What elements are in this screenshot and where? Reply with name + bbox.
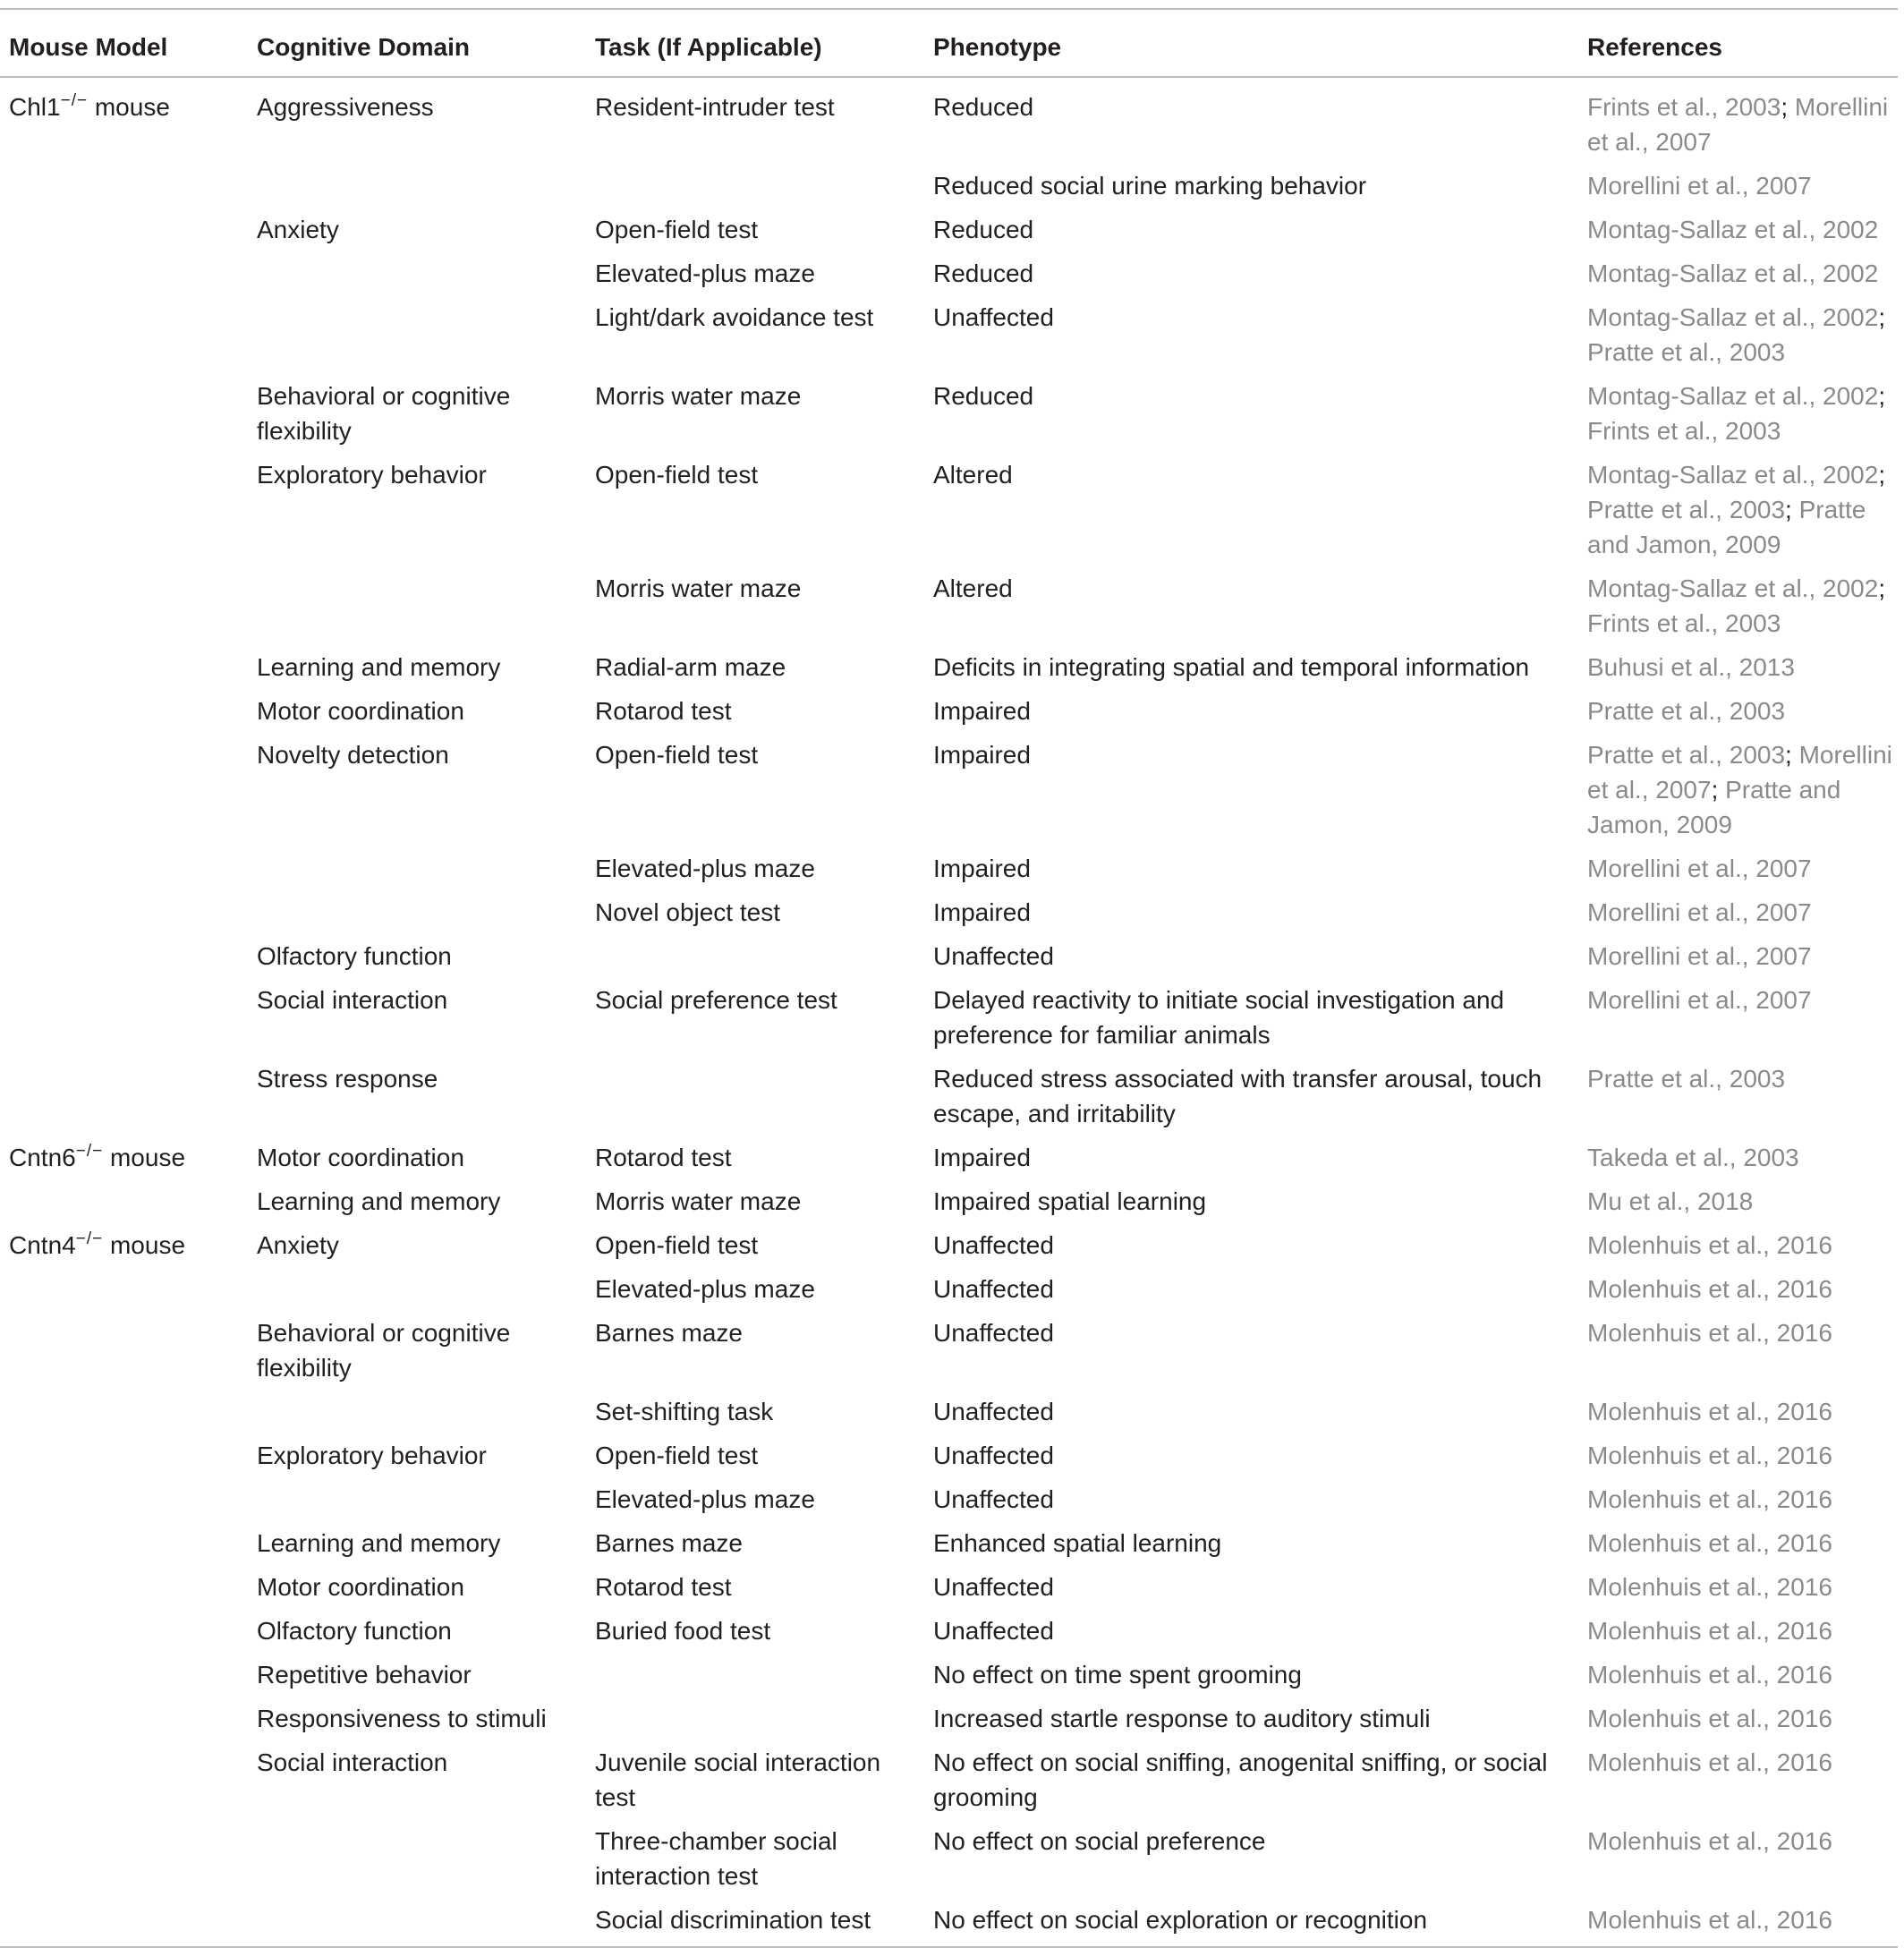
table-row (0, 1223, 1898, 1267)
cell-task: Open-field test (595, 461, 759, 489)
table-row (0, 689, 1898, 733)
reference-separator: ; (1878, 574, 1886, 602)
cell-phenotype: Unaffected (933, 303, 1054, 331)
reference-separator: ; (1711, 776, 1726, 804)
reference-link[interactable]: Montag-Sallaz et al., 2002 (1587, 259, 1879, 287)
cell-cognitive-domain (248, 251, 586, 295)
reference-link[interactable]: Mu et al., 2018 (1587, 1187, 1754, 1215)
table-row (0, 1565, 1898, 1609)
cell-cognitive-domain: Novelty detection (257, 741, 449, 769)
cell-task: Resident-intruder test (595, 93, 835, 121)
table-row (0, 1609, 1898, 1653)
cell-task (586, 1057, 924, 1136)
reference-link[interactable]: Molenhuis et al., 2016 (1587, 1705, 1832, 1732)
mouse-model-name: Cntn4 (9, 1231, 76, 1259)
cell-phenotype: Unaffected (933, 1319, 1054, 1347)
table-body (0, 77, 1898, 1946)
cell-references (1578, 1565, 1898, 1609)
reference-link[interactable]: Morellini et al., 2007 (1587, 942, 1812, 970)
cell-task: Social discrimination test (595, 1906, 871, 1934)
cell-references (1578, 1477, 1898, 1521)
table-row (0, 208, 1898, 251)
cell-cognitive-domain: Olfactory function (257, 1617, 452, 1645)
table-header (0, 10, 1898, 77)
cell-cognitive-domain (248, 1390, 586, 1433)
cell-mouse-model (0, 689, 248, 733)
cell-references (1578, 1223, 1898, 1267)
table-row (0, 1653, 1898, 1697)
cell-task: Barnes maze (595, 1319, 743, 1347)
reference-link[interactable]: Frints et al., 2003 (1587, 93, 1781, 121)
reference-link[interactable]: Montag-Sallaz et al., 2002 (1587, 216, 1879, 243)
cell-task: Set-shifting task (595, 1398, 774, 1425)
reference-link[interactable]: Pratte et al., 2003 (1587, 697, 1786, 725)
cell-mouse-model (0, 1057, 248, 1136)
genotype-superscript: −/− (60, 91, 89, 110)
cell-cognitive-domain: Learning and memory (257, 1187, 501, 1215)
cell-references (1578, 645, 1898, 689)
mouse-model-name: Chl1 (9, 93, 61, 121)
cell-mouse-model (0, 846, 248, 890)
reference-separator: ; (1878, 382, 1886, 410)
cell-phenotype: Reduced (933, 93, 1034, 121)
header-cognitive-domain: Cognitive Domain (248, 10, 586, 77)
genotype-superscript: −/− (75, 1229, 104, 1248)
cell-phenotype: No effect on social preference (933, 1827, 1266, 1855)
cell-phenotype: No effect on social sniffing, anogenital sniffing, or social grooming (933, 1748, 1548, 1811)
table-row (0, 1740, 1898, 1819)
cell-mouse-model (0, 1740, 248, 1819)
reference-separator: ; (1781, 93, 1795, 121)
cell-cognitive-domain (248, 1477, 586, 1521)
cell-references (1578, 846, 1898, 890)
cell-references (1578, 566, 1898, 645)
cell-task (586, 1653, 924, 1697)
cell-cognitive-domain: Motor coordination (257, 1144, 464, 1171)
cell-references (1578, 1898, 1898, 1946)
cell-mouse-model (0, 374, 248, 453)
cell-cognitive-domain (248, 1267, 586, 1311)
cell-cognitive-domain: Learning and memory (257, 653, 501, 681)
reference-link[interactable]: Pratte et al., 2003 (1587, 1065, 1786, 1093)
reference-link[interactable]: Morellini et al., 2007 (1587, 93, 1889, 156)
reference-link[interactable]: Molenhuis et al., 2016 (1587, 1275, 1832, 1303)
cell-cognitive-domain: Anxiety (257, 216, 339, 243)
reference-link[interactable]: Frints et al., 2003 (1587, 417, 1781, 445)
cell-cognitive-domain: Behavioral or cognitive flexibility (257, 1319, 511, 1382)
reference-link[interactable]: Morellini et al., 2007 (1587, 855, 1812, 882)
reference-link[interactable]: Molenhuis et al., 2016 (1587, 1748, 1832, 1776)
header-references: References (1578, 10, 1898, 77)
reference-link[interactable]: Molenhuis et al., 2016 (1587, 1617, 1832, 1645)
cell-references (1578, 1819, 1898, 1898)
cell-mouse-model (0, 1267, 248, 1311)
reference-link[interactable]: Molenhuis et al., 2016 (1587, 1442, 1832, 1469)
reference-link[interactable]: Montag-Sallaz et al., 2002 (1587, 574, 1879, 602)
cell-mouse-model (0, 566, 248, 645)
table-row (0, 1898, 1898, 1946)
cell-task: Novel object test (595, 898, 780, 926)
cell-references (1578, 1653, 1898, 1697)
cell-mouse-model (0, 934, 248, 978)
table-row (0, 978, 1898, 1057)
cell-mouse-model (0, 1311, 248, 1390)
cell-phenotype: Unaffected (933, 1617, 1054, 1645)
cell-task (586, 1697, 924, 1740)
cell-cognitive-domain (248, 295, 586, 374)
cell-phenotype: Unaffected (933, 1275, 1054, 1303)
cell-mouse-model (0, 1565, 248, 1609)
cell-cognitive-domain (248, 566, 586, 645)
cell-mouse-model (0, 1521, 248, 1565)
cell-references (1578, 1433, 1898, 1477)
cell-references (1578, 164, 1898, 208)
cell-task: Barnes maze (595, 1529, 743, 1557)
cell-mouse-model (0, 1697, 248, 1740)
cell-phenotype: Unaffected (933, 1485, 1054, 1513)
cell-task: Morris water maze (595, 1187, 802, 1215)
cell-references (1578, 890, 1898, 934)
reference-link[interactable]: Molenhuis et al., 2016 (1587, 1661, 1832, 1689)
table-row (0, 1433, 1898, 1477)
table-row (0, 295, 1898, 374)
cell-mouse-model (0, 1477, 248, 1521)
cell-cognitive-domain: Social interaction (257, 1748, 448, 1776)
reference-link[interactable]: Morellini et al., 2007 (1587, 898, 1812, 926)
cell-cognitive-domain (248, 890, 586, 934)
table-row (0, 1819, 1898, 1898)
cell-cognitive-domain: Repetitive behavior (257, 1661, 472, 1689)
reference-link[interactable]: Pratte et al., 2003 (1587, 338, 1786, 366)
phenotype-table (0, 10, 1898, 1946)
cell-task: Elevated-plus maze (595, 1275, 815, 1303)
cell-references (1578, 1057, 1898, 1136)
cell-mouse-model (0, 453, 248, 566)
reference-link[interactable]: Takeda et al., 2003 (1587, 1144, 1799, 1171)
cell-references (1578, 1267, 1898, 1311)
cell-mouse-model (0, 1609, 248, 1653)
cell-phenotype: Impaired (933, 855, 1031, 882)
header-phenotype: Phenotype (924, 10, 1578, 77)
table-row (0, 934, 1898, 978)
reference-link[interactable]: Pratte et al., 2003 (1587, 496, 1786, 523)
cell-cognitive-domain (248, 1819, 586, 1898)
cell-cognitive-domain (248, 164, 586, 208)
table-row (0, 846, 1898, 890)
cell-cognitive-domain (248, 1898, 586, 1946)
mouse-model-suffix: mouse (103, 1231, 186, 1259)
table-row (0, 1179, 1898, 1223)
cell-references (1578, 978, 1898, 1057)
cell-task: Light/dark avoidance test (595, 303, 874, 331)
cell-phenotype: Impaired (933, 1144, 1031, 1171)
cell-task: Juvenile social interaction test (595, 1748, 881, 1811)
table-row (0, 733, 1898, 846)
cell-references (1578, 1609, 1898, 1653)
reference-link[interactable]: Molenhuis et al., 2016 (1587, 1319, 1832, 1347)
cell-task: Morris water maze (595, 382, 802, 410)
cell-task (586, 164, 924, 208)
reference-separator: ; (1878, 303, 1886, 331)
cell-cognitive-domain: Aggressiveness (257, 93, 434, 121)
cell-cognitive-domain: Stress response (257, 1065, 438, 1093)
cell-cognitive-domain: Learning and memory (257, 1529, 501, 1557)
reference-link[interactable]: Buhusi et al., 2013 (1587, 653, 1795, 681)
cell-references (1578, 208, 1898, 251)
cell-task: Rotarod test (595, 1573, 732, 1601)
cell-references (1578, 1179, 1898, 1223)
cell-phenotype: Altered (933, 574, 1013, 602)
cell-phenotype: Reduced social urine marking behavior (933, 172, 1367, 200)
cell-phenotype: Unaffected (933, 1442, 1054, 1469)
cell-cognitive-domain: Exploratory behavior (257, 1442, 487, 1469)
reference-link[interactable]: Molenhuis et al., 2016 (1587, 1231, 1832, 1259)
table-row (0, 453, 1898, 566)
cell-mouse-model (0, 978, 248, 1057)
cell-mouse-model (0, 733, 248, 846)
cell-mouse-model (0, 208, 248, 251)
cell-phenotype: Delayed reactivity to initiate social investigation and preference for familiar animals (933, 986, 1505, 1049)
cell-task: Morris water maze (595, 574, 802, 602)
reference-link[interactable]: Frints et al., 2003 (1587, 609, 1781, 637)
reference-link[interactable]: Montag-Sallaz et al., 2002 (1587, 382, 1879, 410)
cell-phenotype: No effect on time spent grooming (933, 1661, 1302, 1689)
table-row (0, 645, 1898, 689)
reference-link[interactable]: Montag-Sallaz et al., 2002 (1587, 303, 1879, 331)
reference-separator: ; (1785, 741, 1799, 769)
cell-task (586, 934, 924, 978)
cell-cognitive-domain: Behavioral or cognitive flexibility (257, 382, 511, 445)
table-row (0, 1136, 1898, 1179)
cell-phenotype: Unaffected (933, 942, 1054, 970)
cell-task: Elevated-plus maze (595, 855, 815, 882)
cell-mouse-model (0, 295, 248, 374)
cell-cognitive-domain: Motor coordination (257, 1573, 464, 1601)
cell-mouse-model (0, 1390, 248, 1433)
cell-task: Open-field test (595, 216, 759, 243)
reference-link[interactable]: Morellini et al., 2007 (1587, 741, 1892, 804)
header-row (0, 10, 1898, 77)
cell-references (1578, 1136, 1898, 1179)
cell-references (1578, 374, 1898, 453)
cell-mouse-model (0, 1223, 248, 1267)
cell-phenotype: Reduced stress associated with transfer arousal, touch escape, and irritability (933, 1065, 1543, 1127)
table-row (0, 1057, 1898, 1136)
table-row (0, 1477, 1898, 1521)
cell-phenotype: Unaffected (933, 1573, 1054, 1601)
genotype-superscript: −/− (75, 1142, 104, 1161)
cell-references (1578, 295, 1898, 374)
cell-phenotype: Enhanced spatial learning (933, 1529, 1222, 1557)
cell-phenotype: Impaired (933, 741, 1031, 769)
cell-mouse-model (0, 1433, 248, 1477)
cell-mouse-model (0, 645, 248, 689)
cell-mouse-model (0, 251, 248, 295)
header-mouse-model: Mouse Model (0, 10, 248, 77)
cell-cognitive-domain: Responsiveness to stimuli (257, 1705, 547, 1732)
cell-phenotype: Impaired spatial learning (933, 1187, 1207, 1215)
table-row (0, 890, 1898, 934)
cell-cognitive-domain (248, 846, 586, 890)
cell-phenotype: Reduced (933, 382, 1034, 410)
cell-cognitive-domain: Motor coordination (257, 697, 464, 725)
cell-phenotype: Reduced (933, 259, 1034, 287)
cell-mouse-model (0, 890, 248, 934)
cell-phenotype: Impaired (933, 697, 1031, 725)
table-row (0, 566, 1898, 645)
phenotype-table-container (0, 8, 1898, 1948)
cell-mouse-model (0, 1136, 248, 1179)
reference-link[interactable]: Molenhuis et al., 2016 (1587, 1827, 1832, 1855)
reference-link[interactable]: Morellini et al., 2007 (1587, 986, 1812, 1014)
reference-link[interactable]: Molenhuis et al., 2016 (1587, 1398, 1832, 1425)
cell-task: Three-chamber social interaction test (595, 1827, 837, 1890)
table-row (0, 164, 1898, 208)
table-row (0, 77, 1898, 164)
reference-link[interactable]: Pratte and Jamon, 2009 (1587, 496, 1866, 558)
mouse-model-name: Cntn6 (9, 1144, 76, 1171)
reference-separator: ; (1785, 496, 1799, 523)
cell-task: Radial-arm maze (595, 653, 786, 681)
table-row (0, 1390, 1898, 1433)
mouse-model-suffix: mouse (103, 1144, 186, 1171)
cell-phenotype: No effect on social exploration or recognition (933, 1906, 1428, 1934)
cell-references (1578, 1390, 1898, 1433)
cell-mouse-model (0, 1179, 248, 1223)
table-row (0, 1267, 1898, 1311)
cell-task: Elevated-plus maze (595, 259, 815, 287)
cell-cognitive-domain: Social interaction (257, 986, 448, 1014)
cell-phenotype: Impaired (933, 898, 1031, 926)
cell-phenotype: Altered (933, 461, 1013, 489)
cell-references (1578, 453, 1898, 566)
cell-references (1578, 689, 1898, 733)
cell-mouse-model (0, 77, 248, 164)
cell-references (1578, 1697, 1898, 1740)
cell-phenotype: Increased startle response to auditory stimuli (933, 1705, 1431, 1732)
reference-link[interactable]: Molenhuis et al., 2016 (1587, 1485, 1832, 1513)
reference-link[interactable]: Montag-Sallaz et al., 2002 (1587, 461, 1879, 489)
cell-mouse-model (0, 1898, 248, 1946)
mouse-model-suffix: mouse (88, 93, 170, 121)
cell-task: Open-field test (595, 741, 759, 769)
reference-link[interactable]: Pratte et al., 2003 (1587, 741, 1786, 769)
reference-link[interactable]: Morellini et al., 2007 (1587, 172, 1812, 200)
cell-references (1578, 77, 1898, 164)
header-task: Task (If Applicable) (586, 10, 924, 77)
reference-link[interactable]: Pratte and Jamon, 2009 (1587, 776, 1841, 838)
cell-task: Open-field test (595, 1231, 759, 1259)
cell-references (1578, 1740, 1898, 1819)
table-row (0, 251, 1898, 295)
cell-mouse-model (0, 1653, 248, 1697)
cell-mouse-model (0, 1819, 248, 1898)
cell-cognitive-domain: Anxiety (257, 1231, 339, 1259)
cell-references (1578, 1311, 1898, 1390)
table-row (0, 1521, 1898, 1565)
cell-phenotype: Unaffected (933, 1231, 1054, 1259)
table-row (0, 1311, 1898, 1390)
cell-task: Open-field test (595, 1442, 759, 1469)
table-row (0, 1697, 1898, 1740)
reference-link[interactable]: Molenhuis et al., 2016 (1587, 1906, 1832, 1934)
reference-separator: ; (1878, 461, 1886, 489)
reference-link[interactable]: Molenhuis et al., 2016 (1587, 1573, 1832, 1601)
cell-phenotype: Reduced (933, 216, 1034, 243)
cell-references (1578, 934, 1898, 978)
cell-cognitive-domain: Olfactory function (257, 942, 452, 970)
cell-task: Rotarod test (595, 697, 732, 725)
cell-phenotype: Deficits in integrating spatial and temporal information (933, 653, 1530, 681)
cell-task: Social preference test (595, 986, 837, 1014)
cell-references (1578, 1521, 1898, 1565)
cell-phenotype: Unaffected (933, 1398, 1054, 1425)
cell-cognitive-domain: Exploratory behavior (257, 461, 487, 489)
cell-references (1578, 251, 1898, 295)
cell-task: Rotarod test (595, 1144, 732, 1171)
reference-link[interactable]: Molenhuis et al., 2016 (1587, 1529, 1832, 1557)
table-row (0, 374, 1898, 453)
cell-task: Elevated-plus maze (595, 1485, 815, 1513)
cell-references (1578, 733, 1898, 846)
cell-task: Buried food test (595, 1617, 771, 1645)
cell-mouse-model (0, 164, 248, 208)
